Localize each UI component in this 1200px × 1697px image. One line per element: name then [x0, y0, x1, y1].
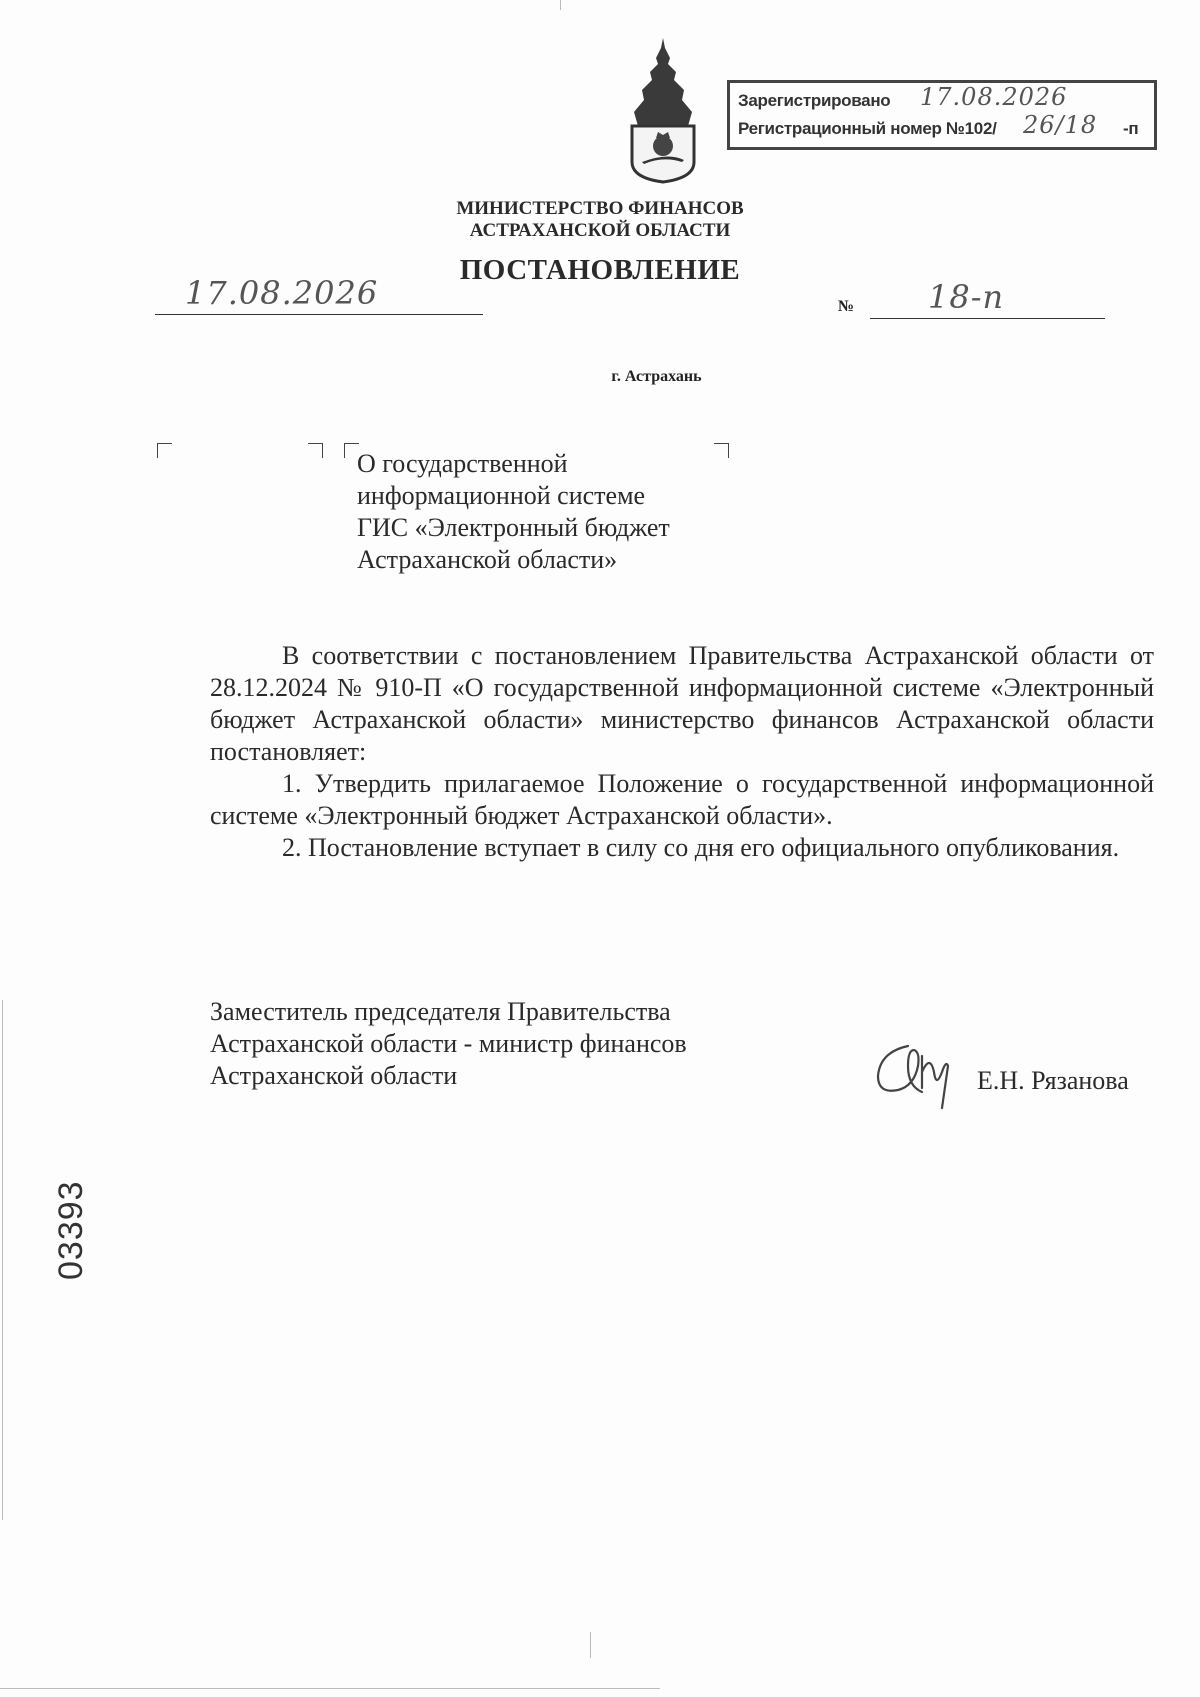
stamp-registered-label: Зарегистрировано: [738, 91, 891, 110]
ministry-name-line2: АСТРАХАНСКОЙ ОБЛАСТИ: [469, 220, 731, 241]
bracket-corner-top-left: [157, 443, 172, 458]
body-paragraph: 1. Утвердить прилагаемое Положение о государственной информационной системе «Электронный бюджет Астраханской области».: [210, 769, 1154, 830]
city-line: г. Астрахань: [611, 368, 702, 385]
document-subject: [357, 448, 670, 576]
stamp-registered-date: 17.08.2026: [920, 83, 1068, 111]
handwritten-signature: [868, 1032, 968, 1112]
body-paragraph: В соответствии с постановлением Правительства Астраханской области от 28.12.2024 № 910-П «О государственной информационной системе «Электронный бюджет Астраханской области» министерство финансов Астраханской области постановляет:: [210, 641, 1154, 766]
stamp-number-suffix: -п: [1123, 119, 1139, 138]
signer-name: Е.Н. Рязанова: [977, 1066, 1129, 1095]
stamp-number-label: Регистрационный номер №102/: [738, 119, 997, 138]
subject-line: Астраханской области»: [357, 545, 618, 574]
coat-of-arms-emblem: [618, 34, 708, 184]
body-paragraph: 2. Постановление вступает в силу со дня его официального опубликования.: [282, 833, 1120, 862]
document-number-label: №: [838, 298, 855, 315]
ministry-name-line1: МИНИСТЕРСТВО ФИНАНСОВ: [456, 198, 744, 219]
subject-line: О государственной: [357, 449, 568, 478]
bracket-corner-top-right-a: [308, 443, 323, 458]
document-number-field: [870, 278, 1105, 319]
position-line: Астраханской области - министр финансов: [210, 1029, 687, 1058]
registration-stamp: [727, 80, 1157, 150]
bracket-corner-top-right: [714, 443, 729, 458]
signer-position: [210, 996, 687, 1092]
stamp-number-value: 26/18: [1023, 111, 1098, 139]
top-edge-mark: [560, 0, 561, 10]
stamp-number-line: [738, 111, 1146, 143]
bottom-edge-mark: [590, 1632, 591, 1658]
position-line: Астраханской области: [210, 1061, 458, 1090]
document-date-field: [155, 274, 483, 315]
document-type-title: ПОСТАНОВЛЕНИЕ: [459, 254, 741, 286]
document-number: 18-п: [928, 278, 1005, 316]
document-date: 17.08.2026: [185, 274, 379, 312]
subject-line: информационной системе: [357, 481, 646, 510]
bottom-scan-edge: [0, 1688, 660, 1689]
left-scan-edge: [2, 1000, 3, 1520]
position-line: Заместитель председателя Правительства: [210, 997, 671, 1026]
side-serial-number: 03393: [52, 1180, 90, 1280]
subject-line: ГИС «Электронный бюджет: [357, 513, 670, 542]
document-body: [210, 640, 1154, 864]
